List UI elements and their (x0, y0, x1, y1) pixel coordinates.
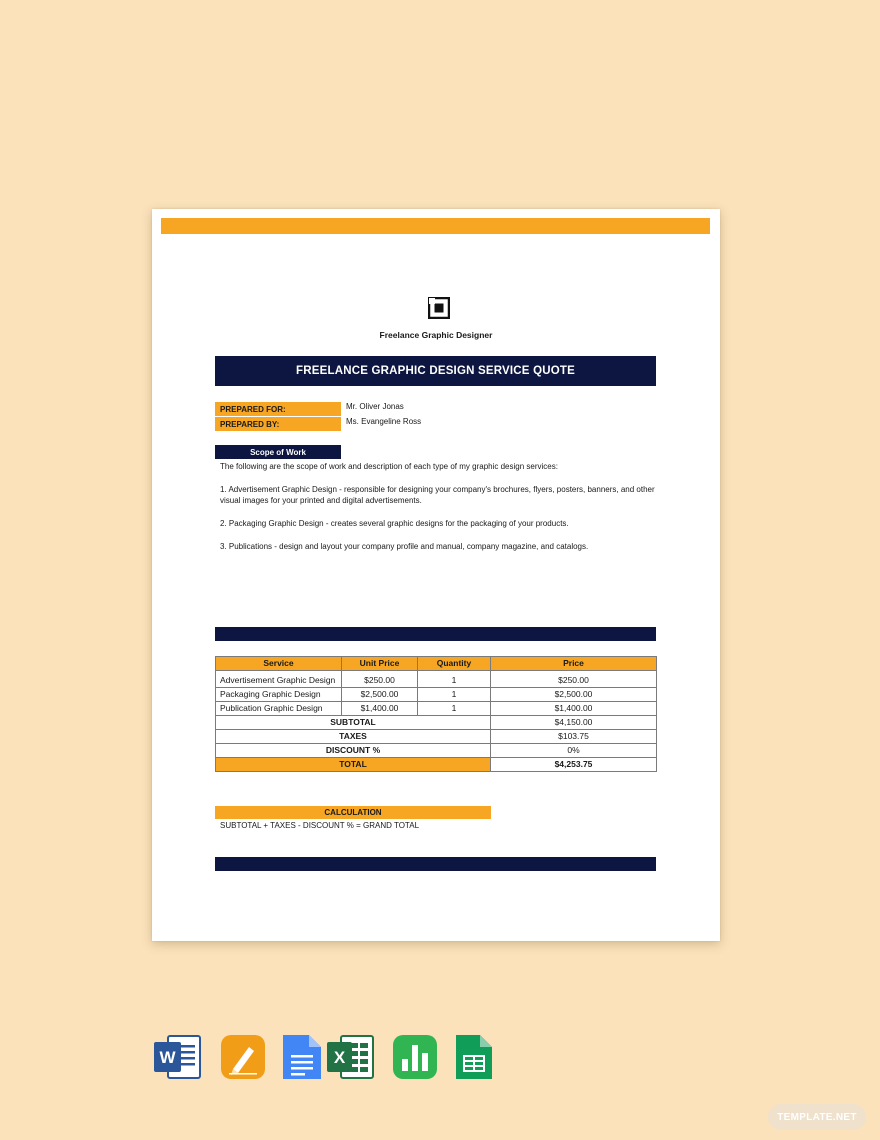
header-price: Price (491, 657, 657, 671)
subtotal-label: SUBTOTAL (216, 716, 491, 730)
calculation-text: SUBTOTAL + TAXES - DISCOUNT % = GRAND TOTAL (220, 821, 420, 830)
app-icons-row (0, 1033, 880, 1083)
discount-label: DISCOUNT % (216, 744, 491, 758)
table-row (216, 671, 657, 688)
numbers-icon[interactable] (391, 1033, 439, 1081)
service-cell: Advertisement Graphic Design (216, 671, 342, 688)
discount-value: 0% (491, 744, 657, 758)
word-icon[interactable] (154, 1033, 202, 1081)
scope-item-advertisement: 1. Advertisement Graphic Design - responsible for designing your company's brochures, flyers, posters, banners, and other visual images for your printed and digital advertisements. (220, 485, 655, 505)
prepared-by-value: Ms. Evangeline Ross (346, 417, 422, 426)
scope-header: Scope of Work (215, 445, 341, 459)
excel-icon[interactable] (327, 1033, 375, 1081)
discount-row (216, 744, 657, 758)
prepared-for-value: Mr. Oliver Jonas (346, 402, 404, 411)
total-value: $4,253.75 (491, 758, 657, 772)
prepared-by-label: PREPARED BY: (215, 417, 341, 431)
price-cell: $2,500.00 (491, 688, 657, 702)
header-unit-price: Unit Price (342, 657, 418, 671)
pages-icon[interactable] (219, 1033, 267, 1081)
brand-name: Freelance Graphic Designer (379, 330, 493, 340)
price-cell: $250.00 (491, 671, 657, 688)
scope-intro: The following are the scope of work and description of each type of my graphic design services: (220, 462, 558, 471)
divider-bar (215, 627, 656, 641)
scope-item-packaging: 2. Packaging Graphic Design - creates several graphic designs for the packaging of your products. (220, 519, 569, 528)
document-title: FREELANCE GRAPHIC DESIGN SERVICE QUOTE (215, 356, 656, 386)
quote-table (215, 656, 657, 772)
unit-price-cell: $2,500.00 (342, 688, 418, 702)
bottom-bar (215, 857, 656, 871)
unit-price-cell: $1,400.00 (342, 702, 418, 716)
quantity-cell: 1 (418, 671, 491, 688)
google-sheets-icon[interactable] (450, 1033, 498, 1081)
price-cell: $1,400.00 (491, 702, 657, 716)
table-row (216, 688, 657, 702)
total-label: TOTAL (216, 758, 491, 772)
service-cell: Packaging Graphic Design (216, 688, 342, 702)
template-net-badge[interactable]: TEMPLATE.NET (768, 1104, 866, 1130)
scope-item-publications: 3. Publications - design and layout your company profile and manual, company magazine, and catalogs. (220, 542, 589, 551)
google-docs-icon[interactable] (279, 1033, 327, 1081)
top-orange-band (161, 218, 710, 234)
subtotal-value: $4,150.00 (491, 716, 657, 730)
calculation-header: CALCULATION (215, 806, 491, 819)
quantity-cell: 1 (418, 688, 491, 702)
subtotal-row (216, 716, 657, 730)
document-page (152, 209, 720, 941)
taxes-row (216, 730, 657, 744)
logo-icon (428, 297, 450, 319)
table-row (216, 702, 657, 716)
unit-price-cell: $250.00 (342, 671, 418, 688)
taxes-value: $103.75 (491, 730, 657, 744)
header-service: Service (216, 657, 342, 671)
svg-text:X: X (333, 1048, 346, 1067)
table-header-row (216, 657, 657, 671)
service-cell: Publication Graphic Design (216, 702, 342, 716)
header-quantity: Quantity (418, 657, 491, 671)
svg-text:W: W (159, 1048, 176, 1067)
total-row (216, 758, 657, 772)
taxes-label: TAXES (216, 730, 491, 744)
quantity-cell: 1 (418, 702, 491, 716)
prepared-for-label: PREPARED FOR: (215, 402, 341, 416)
